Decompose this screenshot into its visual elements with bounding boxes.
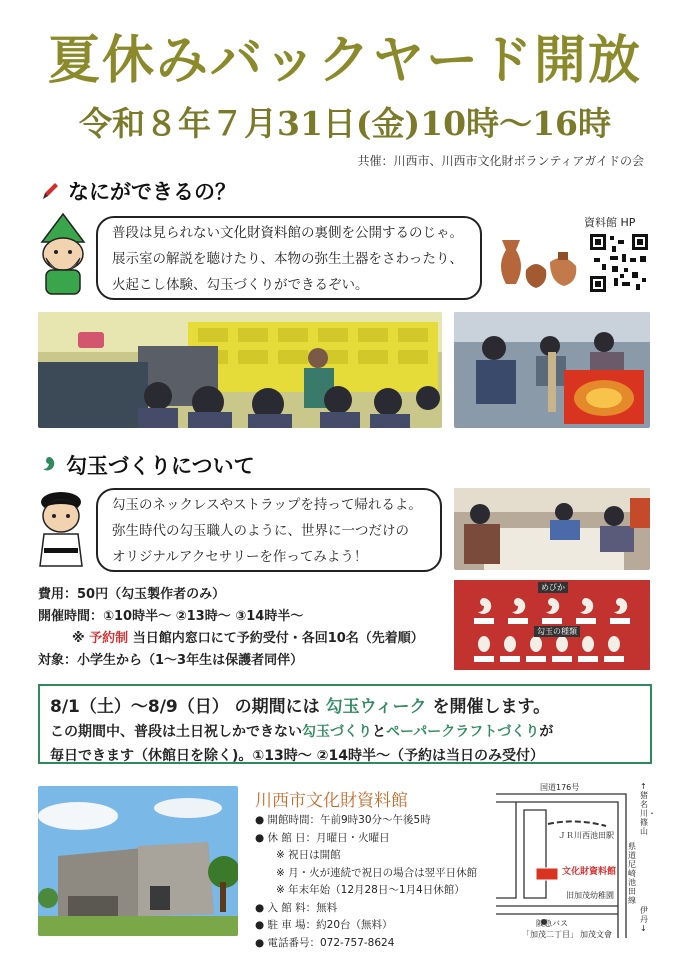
map-station-label: ＪＲ川西池田駅 <box>558 831 614 840</box>
mascot-old-man-icon <box>36 212 90 298</box>
qr-code-icon[interactable] <box>588 232 650 294</box>
map-temple-label: 加茂文會 <box>580 930 612 939</box>
reserve-detail: 当日館内窓口にて予約受付・各回10名（先着順） <box>132 631 424 646</box>
event-date: 令和８年７月31日(金)10時～16時 <box>79 104 611 143</box>
bubble-line: 普段は見られない文化財資料館の裏側を公開するのじゃ。 <box>112 225 463 241</box>
week-line-3: 毎日できます（休館日を除く)。①13時～ ②14時半～（予約は当日のみ受付） <box>50 748 544 764</box>
fire-starting-photo <box>454 312 650 428</box>
board-label: 勾玉の種類 <box>534 626 580 637</box>
bubble-line: 火起こし体験、勾玉づくりができるぞい。 <box>112 277 369 293</box>
magatama-steps-board <box>454 580 650 670</box>
museum-name: 川西市文化財資料館 <box>255 791 408 811</box>
map-route-label: 国道176号 <box>540 783 580 792</box>
magatama-week-box <box>38 684 652 764</box>
page-title: 夏休みバックヤード開放 <box>47 30 642 91</box>
week-text: と <box>372 724 386 740</box>
map-busstop-label: 「加茂二丁目」 <box>522 930 578 939</box>
magatama-samples <box>454 580 650 670</box>
week-event-name: 勾玉ウィーク <box>325 697 427 717</box>
museum-info-item: ● 入 館 料：無料 <box>255 901 338 914</box>
board-label: めびか <box>538 582 568 593</box>
times-text: 開催時間：①10時半～ ②13時～ ③14時半～ <box>38 609 304 624</box>
museum-building-photo <box>38 786 238 936</box>
week-text: この期間中、普段は土日祝しかできない <box>50 724 302 740</box>
section-heading-text: 勾玉づくりについて <box>66 454 255 478</box>
week-period: 8/1（土）～8/9（日） <box>50 697 229 717</box>
bubble-line: 勾玉のネックレスやストラップを持って帰れるよ。 <box>112 497 422 513</box>
museum-info-item: ● 電話番号：072-757-8624 <box>255 936 395 949</box>
museum-info-item: ※ 月・火が連続で祝日の場合は翌平日休館 <box>255 866 478 879</box>
week-text: の期間には <box>234 697 320 717</box>
section-heading-magatama <box>40 450 255 480</box>
section-heading-what <box>40 176 236 206</box>
fee-text: 費用：50円（勾玉製作者のみ） <box>38 587 226 602</box>
target-text: 対象：小学生から（1～3年生は保護者同伴） <box>38 653 304 668</box>
pencil-icon <box>40 180 60 202</box>
reservation-line <box>72 628 424 650</box>
map-museum-label: 文化財資料館 <box>562 867 617 877</box>
museum-info-item: ● 休 館 日：月曜日・火曜日 <box>255 831 390 844</box>
week-text: を開催します。 <box>432 697 551 717</box>
map-north-label: ↑猪名川・篠山 <box>640 782 656 836</box>
map-prefroad-label: 県道尼崎池田線 <box>628 842 636 905</box>
museum-info-item: ● 駐 車 場：約20台（無料） <box>255 919 393 931</box>
mascot-girl-icon <box>32 486 90 572</box>
reserve-mark: ※ <box>72 631 85 646</box>
map-bus-label: 阪急バス <box>536 919 568 928</box>
pottery-image <box>492 232 582 296</box>
museum-info-item: ※ 祝日は開館 <box>255 849 341 861</box>
reserve-label: 予約制 <box>89 631 129 646</box>
week-line-1 <box>50 692 640 717</box>
bubble-line: 展示室の解説を聴けたり、本物の弥生土器をさわったり、 <box>112 251 463 267</box>
map-south-label: 伊丹↓ <box>640 906 648 933</box>
week-text: が <box>539 724 554 740</box>
bubble-line: 弥生時代の勾玉職人のように、世界に一つだけの <box>112 523 409 539</box>
access-map <box>486 782 654 942</box>
qr-label: 資料館 HP <box>584 216 636 229</box>
section-heading-text: なにができるの？ <box>68 180 236 204</box>
museum-info-list <box>255 812 477 952</box>
week-activity-papercraft: ペーパークラフトづくり <box>386 724 540 740</box>
bubble-line: オリジナルアクセサリーを作ってみよう！ <box>112 549 368 565</box>
week-line-2 <box>50 721 640 741</box>
backyard-tour-photo <box>38 312 442 428</box>
sponsor-text: 共催：川西市、川西市文化財ボランティアガイドの会 <box>357 154 644 168</box>
museum-info-item: ※ 年末年始（12月28日～1月4日休館） <box>255 884 465 896</box>
speech-bubble-what <box>96 216 482 300</box>
museum-info-item: ● 開館時間：午前9時30分～午後5時 <box>255 814 431 826</box>
magatama-icon <box>40 455 58 475</box>
speech-bubble-magatama <box>96 488 442 572</box>
week-activity-magatama: 勾玉づくり <box>302 724 372 740</box>
map-kinder-label: 旧加茂幼稚園 <box>566 891 614 900</box>
magatama-workshop-photo <box>454 488 650 570</box>
